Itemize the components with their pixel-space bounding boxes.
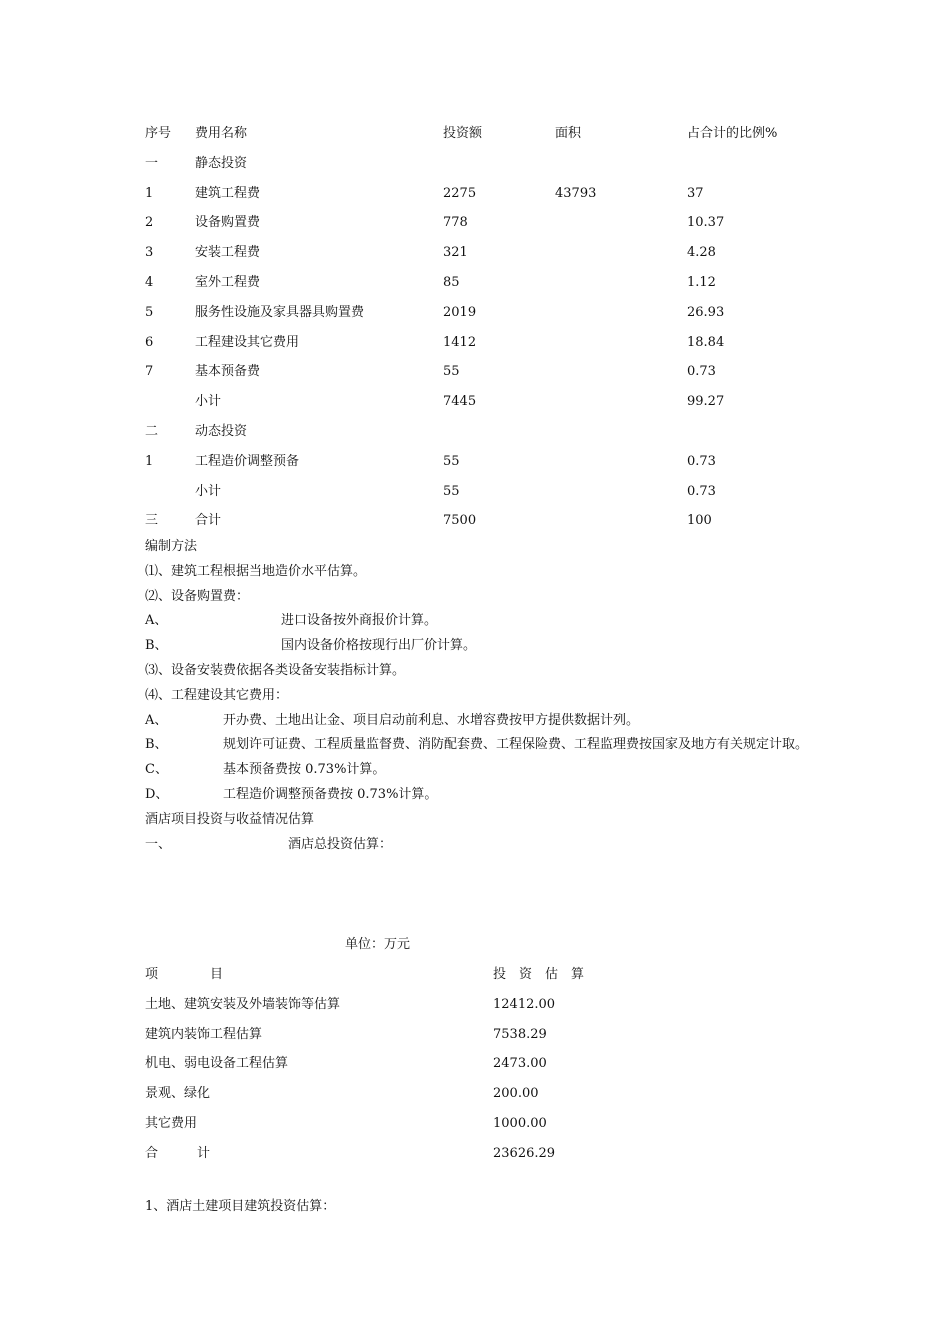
note-item [145,659,815,684]
table-row [145,268,845,298]
cell-item: 景观、绿化 [145,1086,211,1102]
cell-investment: 2275 [443,185,477,201]
cell-name: 室外工程费 [195,274,261,290]
cell-name: 基本预备费 [195,364,261,380]
cell-area: 43793 [555,185,597,201]
cell-name: 静态投资 [195,155,248,171]
cell-investment: 55 [443,483,460,499]
note-subitem [145,709,815,734]
cell-investment: 55 [443,364,460,380]
cell-estimate: 12412.00 [493,996,556,1012]
note-sublabel: A、 [145,613,168,629]
compilation-notes [145,535,815,857]
table-row [145,208,845,238]
header-seq: 序号 [145,126,172,141]
section-sublabel: 一、 [145,836,172,852]
cell-item: 土地、建筑安装及外墙装饰等估算 [145,996,341,1012]
cell-seq: 7 [145,364,154,380]
cell-percent: 4.28 [687,245,716,261]
note-subitem [145,783,815,808]
footer-heading: 1、酒店土建项目建筑投资估算： [145,1199,336,1214]
cell-estimate: 23626.29 [493,1145,556,1161]
cell-seq: 5 [145,304,154,320]
header-investment: 投资额 [443,126,483,141]
cell-investment: 778 [443,215,468,231]
header-estimate: 投 资 估 算 [493,967,585,982]
cell-percent: 1.12 [687,274,716,290]
cell-item: 建筑内装饰工程估算 [145,1026,263,1042]
note-subtext: 国内设备价格按现行出厂价计算。 [281,638,477,654]
cell-seq: 1 [145,453,154,469]
note-sublabel: C、 [145,762,168,778]
table-row [145,298,845,328]
cell-seq: 1 [145,185,154,201]
table-row [145,149,845,179]
note-text: ⑶、设备安装费依据各类设备安装指标计算。 [145,662,406,678]
cell-investment: 321 [443,245,468,261]
table-row [145,1049,745,1079]
table-header-row [145,119,845,149]
cell-percent: 0.73 [687,364,716,380]
table-row [145,328,845,358]
table-row [145,179,845,209]
cell-item: 其它费用 [145,1115,198,1131]
note-sublabel: D、 [145,786,169,802]
table-row [145,506,845,536]
table-row [145,1020,745,1050]
cell-investment: 55 [443,453,460,469]
header-item: 项 目 [145,967,224,982]
cell-percent: 18.84 [687,334,725,350]
cell-seq: 4 [145,274,154,290]
cell-item: 机电、弱电设备工程估算 [145,1056,289,1072]
cell-investment: 7445 [443,394,477,410]
table-row [145,477,845,507]
table-header-row [145,960,745,990]
note-subtext: 基本预备费按 0.73%计算。 [223,762,386,778]
cell-percent: 37 [687,185,704,201]
notes-title-text: 编制方法 [145,539,198,554]
note-text: ⑷、工程建设其它费用： [145,687,289,703]
cell-investment: 2019 [443,304,477,320]
cell-item: 合 计 [145,1145,211,1161]
table-row [145,1079,745,1109]
header-percent: 占合计的比例% [687,126,778,141]
table-row [145,1109,745,1139]
note-subitem [145,758,815,783]
cell-name: 动态投资 [195,423,248,439]
cell-estimate: 7538.29 [493,1026,547,1042]
investment-table [145,119,845,536]
cell-percent: 99.27 [687,394,725,410]
cell-name: 服务性设施及家具器具购置费 [195,304,365,320]
note-subitem [145,634,815,659]
cell-seq: 6 [145,334,154,350]
cell-name: 小计 [195,483,222,499]
table-row [145,357,845,387]
cell-name: 工程造价调整预备 [195,453,300,469]
note-subtext: 开办费、土地出让金、项目启动前利息、水增容费按甲方提供数据计列。 [223,712,640,728]
note-item [145,560,815,585]
header-name: 费用名称 [195,126,248,141]
cell-investment: 7500 [443,513,477,529]
table-row [145,387,845,417]
table-row [145,417,845,447]
cell-seq: 2 [145,215,154,231]
cell-percent: 0.73 [687,453,716,469]
note-text: ⑵、设备购置费： [145,588,250,604]
note-sublabel: B、 [145,737,168,753]
note-subtext: 规划许可证费、工程质量监督费、消防配套费、工程保险费、工程监理费按国家及地方有关规定计取。 [223,737,809,753]
hotel-investment-table [145,960,745,1169]
table-row [145,447,845,477]
cell-seq: 二 [145,423,159,439]
table-row [145,990,745,1020]
table-row [145,238,845,268]
section-title-text: 酒店项目投资与收益情况估算 [145,811,315,827]
section-title [145,808,815,833]
section-subtext: 酒店总投资估算： [288,836,393,852]
cell-estimate: 200.00 [493,1086,539,1102]
cell-name: 工程建设其它费用 [195,334,300,350]
note-subtext: 工程造价调整预备费按 0.73%计算。 [223,786,438,802]
cell-name: 合计 [195,513,222,529]
note-subitem [145,609,815,634]
cell-estimate: 2473.00 [493,1056,547,1072]
note-text: ⑴、建筑工程根据当地造价水平估算。 [145,563,367,579]
cell-percent: 100 [687,513,712,529]
note-item [145,585,815,610]
note-item [145,684,815,709]
cell-percent: 0.73 [687,483,716,499]
note-subitem [145,733,815,758]
header-area: 面积 [555,126,582,141]
unit-label: 单位：万元 [345,937,411,952]
cell-name: 设备购置费 [195,215,261,231]
cell-investment: 85 [443,274,460,290]
note-sublabel: A、 [145,712,168,728]
note-subtext: 进口设备按外商报价计算。 [281,613,438,629]
note-sublabel: B、 [145,638,168,654]
cell-estimate: 1000.00 [493,1115,547,1131]
section-subtitle [145,833,815,858]
cell-seq: 三 [145,513,159,529]
cell-seq: 3 [145,245,154,261]
cell-investment: 1412 [443,334,477,350]
table-row [145,1139,745,1169]
cell-percent: 26.93 [687,304,725,320]
cell-name: 小计 [195,394,222,410]
cell-seq: 一 [145,155,159,171]
cell-percent: 10.37 [687,215,725,231]
cell-name: 建筑工程费 [195,185,261,201]
cell-name: 安装工程费 [195,245,261,261]
notes-title [145,535,815,560]
